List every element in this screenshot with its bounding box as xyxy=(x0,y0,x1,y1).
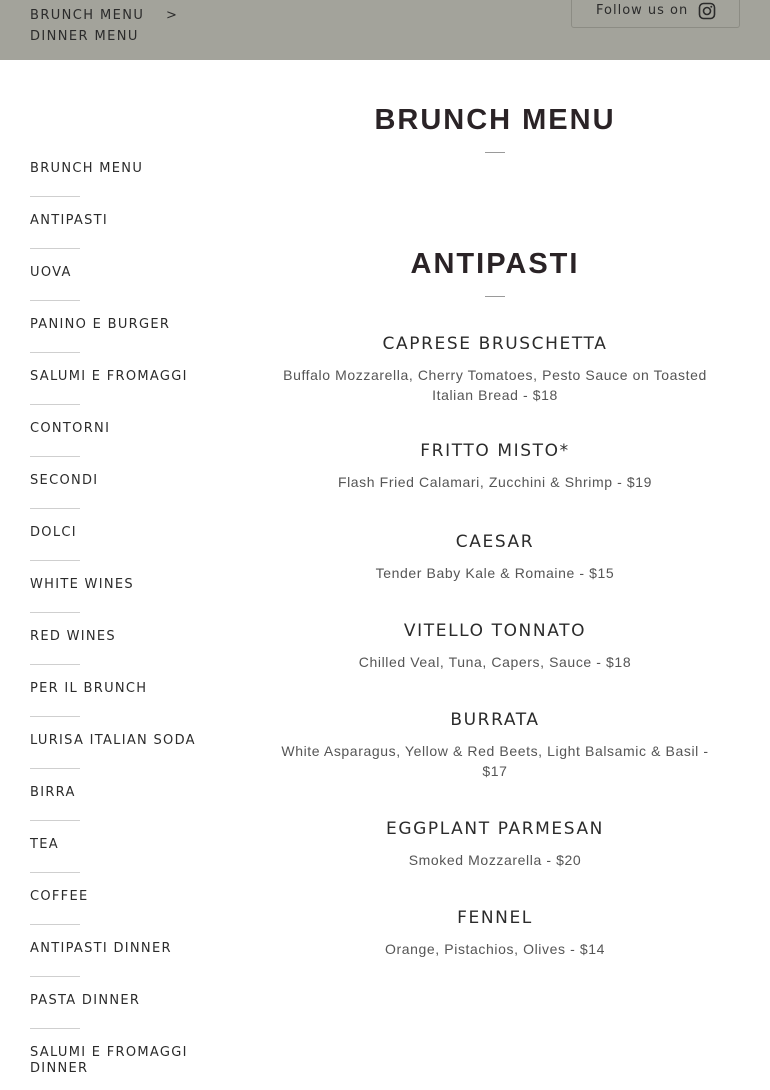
sidebar-item-label[interactable]: WHITE WINES xyxy=(30,577,134,592)
breadcrumb-brunch-menu[interactable]: BRUNCH MENU xyxy=(30,8,145,23)
sidebar-item[interactable] xyxy=(30,1034,250,1086)
menu-item-description: Chilled Veal, Tuna, Capers, Sauce - $18 xyxy=(358,654,632,670)
sidebar-item-label[interactable]: UOVA xyxy=(30,265,72,280)
sidebar-item-label[interactable]: LURISA ITALIAN SODA xyxy=(30,733,196,748)
sidebar-item[interactable] xyxy=(30,566,250,618)
sidebar-item-label[interactable]: ANTIPASTI DINNER xyxy=(30,941,172,956)
breadcrumb-dinner-menu[interactable]: DINNER MENU xyxy=(30,29,139,44)
menu-item-name: CAPRESE BRUSCHETTA xyxy=(382,334,608,354)
menu-item-description: Smoked Mozzarella - $20 xyxy=(408,852,582,868)
sidebar-item[interactable] xyxy=(30,358,250,410)
sidebar-divider xyxy=(30,872,80,873)
sidebar-divider xyxy=(30,508,80,509)
menu-item-name: BURRATA xyxy=(450,710,540,730)
sidebar-divider xyxy=(30,456,80,457)
sidebar-item-label[interactable]: PANINO E BURGER xyxy=(30,317,171,332)
menu-item xyxy=(280,908,710,959)
menu-content xyxy=(280,100,710,959)
instagram-icon xyxy=(698,2,716,20)
menu-item-name: FENNEL xyxy=(457,908,533,928)
dish-list xyxy=(280,334,710,959)
menu-item xyxy=(280,710,710,781)
menu-item xyxy=(280,621,710,672)
section-title-antipasti: ANTIPASTI xyxy=(410,248,580,280)
top-bar xyxy=(0,0,770,60)
sidebar-item-label[interactable]: ANTIPASTI xyxy=(30,213,109,228)
sidebar-item-label[interactable]: TEA xyxy=(30,837,59,852)
menu-item-description: Orange, Pistachios, Olives - $14 xyxy=(385,941,605,957)
title-divider xyxy=(485,152,505,153)
sidebar-divider xyxy=(30,820,80,821)
menu-item-name: EGGPLANT PARMESAN xyxy=(385,819,604,839)
sidebar-divider xyxy=(30,560,80,561)
sidebar-item[interactable] xyxy=(30,150,250,202)
sidebar-divider xyxy=(30,300,80,301)
sidebar-item[interactable] xyxy=(30,982,250,1034)
sidebar-item[interactable] xyxy=(30,722,250,774)
menu-item xyxy=(280,334,710,405)
sidebar-item[interactable] xyxy=(30,774,250,826)
sidebar-item-label[interactable]: BIRRA xyxy=(30,785,76,800)
sidebar-item-label[interactable]: SALUMI E FROMAGGI DINNER xyxy=(30,1045,188,1076)
sidebar-item[interactable] xyxy=(30,306,250,358)
sidebar-item-label[interactable]: RED WINES xyxy=(30,629,116,644)
menu-item-description: Tender Baby Kale & Romaine - $15 xyxy=(375,565,615,581)
menu-item-description: Buffalo Mozzarella, Cherry Tomatoes, Pesto Sauce on Toasted Italian Bread - $18 xyxy=(283,367,707,403)
sidebar-divider xyxy=(30,768,80,769)
sidebar-item-label[interactable]: COFFEE xyxy=(30,889,89,904)
follow-instagram-button[interactable] xyxy=(571,0,740,28)
breadcrumb-separator: > xyxy=(166,8,177,23)
menu-item-description: White Asparagus, Yellow & Red Beets, Light Balsamic & Basil - $17 xyxy=(281,743,709,779)
sidebar-divider xyxy=(30,248,80,249)
sidebar-item-label[interactable]: BRUNCH MENU xyxy=(30,161,144,176)
sidebar-divider xyxy=(30,1028,80,1029)
sidebar-divider xyxy=(30,612,80,613)
sidebar-item-label[interactable]: SALUMI E FROMAGGI xyxy=(30,369,188,384)
follow-label: Follow us on xyxy=(596,3,689,18)
menu-item-name: FRITTO MISTO* xyxy=(420,441,570,461)
menu-item-name: CAESAR xyxy=(455,532,535,552)
menu-item-description: Flash Fried Calamari, Zucchini & Shrimp - $19 xyxy=(337,474,653,490)
sidebar-divider xyxy=(30,196,80,197)
sidebar-divider xyxy=(30,352,80,353)
sidebar-item-label[interactable]: CONTORNI xyxy=(30,421,111,436)
sidebar-item[interactable] xyxy=(30,618,250,670)
sidebar-item[interactable] xyxy=(30,930,250,982)
sidebar-divider xyxy=(30,716,80,717)
sidebar-item[interactable] xyxy=(30,670,250,722)
menu-item xyxy=(280,532,710,583)
sidebar-item[interactable] xyxy=(30,254,250,306)
section-divider xyxy=(485,296,505,297)
sidebar-item-label[interactable]: SECONDI xyxy=(30,473,99,488)
sidebar-item[interactable] xyxy=(30,878,250,930)
sidebar-item[interactable] xyxy=(30,462,250,514)
sidebar-item-label[interactable]: DOLCI xyxy=(30,525,77,540)
sidebar-divider xyxy=(30,664,80,665)
sidebar-divider xyxy=(30,976,80,977)
sidebar-item[interactable] xyxy=(30,826,250,878)
sidebar-item[interactable] xyxy=(30,410,250,462)
sidebar-item[interactable] xyxy=(30,202,250,254)
sidebar-item-label[interactable]: PER IL BRUNCH xyxy=(30,681,148,696)
sidebar-divider xyxy=(30,924,80,925)
page-title: BRUNCH MENU xyxy=(374,104,616,136)
sidebar-divider xyxy=(30,404,80,405)
sidebar-item-label[interactable]: PASTA DINNER xyxy=(30,993,141,1008)
category-sidebar xyxy=(30,150,250,1086)
menu-item xyxy=(280,441,710,492)
sidebar-item[interactable] xyxy=(30,514,250,566)
menu-item-name: VITELLO TONNATO xyxy=(403,621,587,641)
menu-item xyxy=(280,819,710,870)
